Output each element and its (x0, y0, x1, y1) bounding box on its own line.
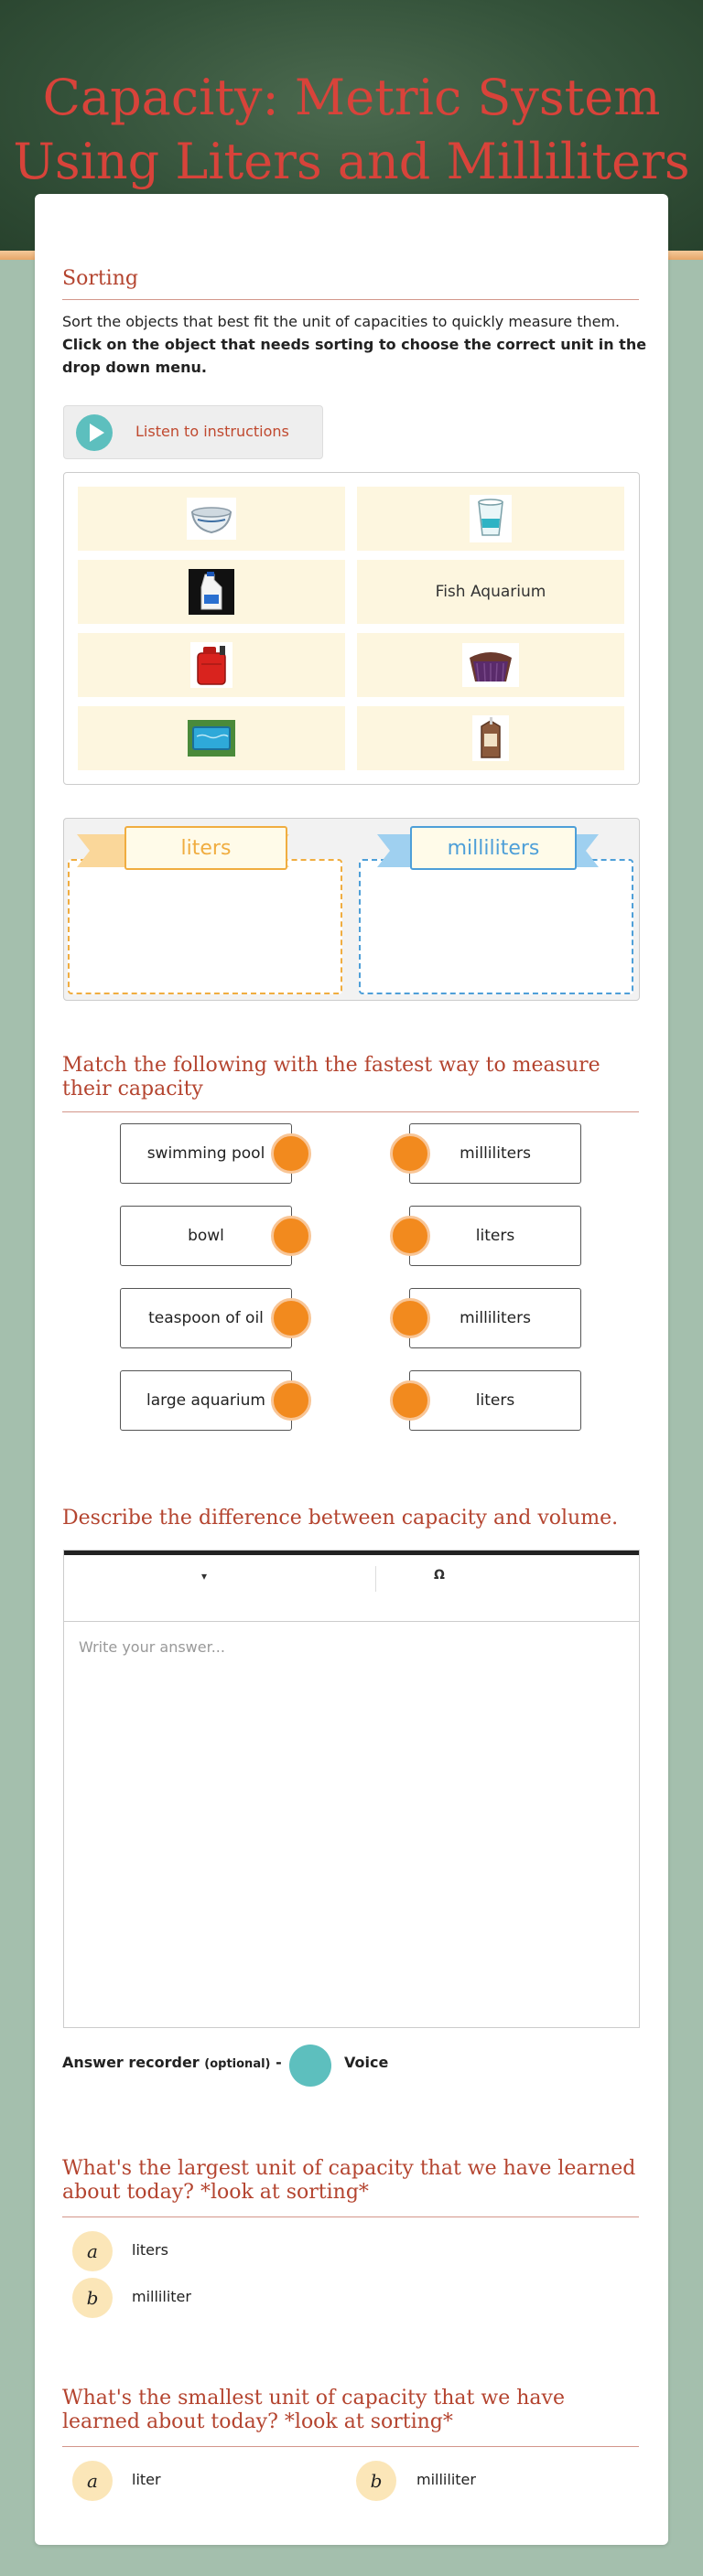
option-badge[interactable]: b (356, 2461, 396, 2501)
option-badge[interactable]: a (72, 2461, 113, 2501)
sort-item-swimming-pool[interactable] (78, 706, 345, 770)
match-left-item[interactable]: bowl (120, 1206, 292, 1266)
option-label[interactable]: liters (132, 2241, 168, 2259)
match-left-item[interactable]: swimming pool (120, 1123, 292, 1184)
sort-item-bowl[interactable] (78, 487, 345, 551)
listen-instructions-button[interactable] (63, 405, 323, 459)
section-divider (62, 299, 639, 300)
special-characters-icon[interactable]: Ω (434, 1568, 445, 1583)
smallest-unit-question: What's the smallest unit of capacity that we have learned about today? *look at sorting* (62, 2387, 565, 2433)
page-title: Capacity: Metric System Using Liters and Milliliters (13, 69, 690, 190)
match-right-item[interactable]: milliliters (409, 1123, 581, 1184)
instruction-bold-text: Click on the object that needs sorting to choose the correct unit in the drop down menu. (62, 336, 647, 376)
sort-item-milk-jug[interactable] (78, 560, 345, 624)
match-right-item[interactable]: milliliters (409, 1288, 581, 1348)
sort-item-cupcake[interactable] (357, 633, 624, 697)
sort-item-gas-can[interactable] (78, 633, 345, 697)
cupcake-icon (462, 643, 519, 687)
voice-label: Voice (344, 2054, 389, 2071)
answer-recorder-label: Answer recorder (optional) - (62, 2054, 282, 2071)
sorting-title: Sorting (62, 267, 138, 290)
match-right-connector[interactable] (390, 1216, 430, 1256)
listen-label: Listen to instructions (135, 423, 289, 440)
option-badge[interactable]: a (72, 2231, 113, 2271)
answer-editor (63, 1550, 640, 2028)
sort-item-cup[interactable] (357, 487, 624, 551)
match-right-connector[interactable] (390, 1133, 430, 1174)
describe-title: Describe the difference between capacity and volume. (62, 1507, 619, 1530)
liters-category-label: liters (124, 826, 287, 870)
sorting-items-box (63, 472, 640, 785)
section-divider (62, 2446, 639, 2447)
milliliters-category-label: milliliters (410, 826, 577, 870)
match-left-connector[interactable] (271, 1298, 311, 1338)
match-right-item[interactable]: liters (409, 1370, 581, 1431)
play-icon (76, 414, 113, 451)
largest-unit-question: What's the largest unit of capacity that we have learned about today? *look at sorting* (62, 2157, 636, 2204)
match-right-connector[interactable] (390, 1380, 430, 1421)
match-left-item[interactable]: teaspoon of oil (120, 1288, 292, 1348)
option-label[interactable]: milliliter (416, 2471, 476, 2488)
toolbar-divider (375, 1566, 376, 1592)
option-label[interactable]: milliliter (132, 2288, 191, 2305)
juice-box-icon (472, 715, 509, 761)
match-left-item[interactable]: large aquarium (120, 1370, 292, 1431)
option-label[interactable]: liter (132, 2471, 161, 2488)
chevron-down-icon[interactable]: ▾ (201, 1570, 208, 1583)
cup-icon (470, 495, 512, 542)
swimming-pool-icon (188, 720, 235, 757)
match-right-item[interactable]: liters (409, 1206, 581, 1266)
match-left-connector[interactable] (271, 1216, 311, 1256)
bowl-icon (187, 498, 236, 540)
match-left-connector[interactable] (271, 1380, 311, 1421)
matching-title: Match the following with the fastest way to measure their capacity (62, 1054, 600, 1100)
sort-item-juice-box[interactable] (357, 706, 624, 770)
match-right-connector[interactable] (390, 1298, 430, 1338)
option-badge[interactable]: b (72, 2278, 113, 2318)
voice-record-button[interactable] (289, 2045, 331, 2087)
section-divider (62, 2216, 639, 2217)
milk-jug-icon (189, 569, 234, 615)
match-left-connector[interactable] (271, 1133, 311, 1174)
section-divider (62, 1111, 639, 1112)
gas-can-icon (190, 642, 233, 688)
instruction-text: Sort the objects that best fit the unit of capacities to quickly measure them. (62, 313, 621, 330)
fish-aquarium-label: Fish Aquarium (435, 583, 546, 601)
ribbon-tail-left (77, 834, 128, 867)
sorting-categories (63, 818, 640, 1001)
liters-drop-zone[interactable] (68, 859, 342, 994)
sorting-instructions (62, 310, 648, 379)
milliliters-drop-zone[interactable] (359, 859, 633, 994)
editor-toolbar (64, 1555, 639, 1622)
answer-text-area[interactable]: Write your answer... (79, 1638, 225, 1656)
sort-item-fish-aquarium[interactable] (357, 560, 624, 624)
